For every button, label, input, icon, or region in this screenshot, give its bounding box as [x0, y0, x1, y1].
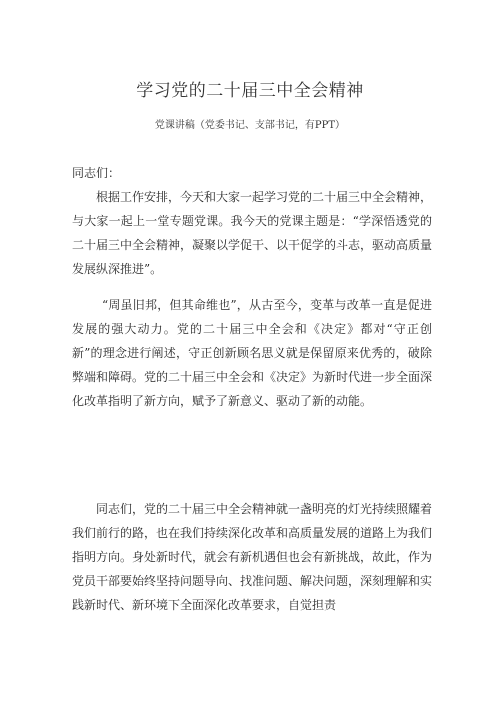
paragraph-1: 根据工作安排，今天和大家一起学习党的二十届三中全会精神，与大家一起上一堂专题党课。我今天的党课主题是：“学深悟透党的二十届三中全会精神，凝聚以学促干、以干促学的斗志，驱动高质量发展纵深推进”。: [72, 190, 433, 276]
document-subtitle: 党课讲稿（党委书记、支部书记，有PPT）: [154, 120, 346, 131]
paragraph-2: “周虽旧邦，但其命维也”，从古至今，变革与改革一直是促进发展的强大动力。党的二十届三中全会和《决定》都对“守正创新”的理念进行阐述，守正创新顾名思义就是保留原来优秀的，破除弊端和障碍。党的二十届三中全会和《决定》为新时代进一步全面深化改革指明了新方向，赋予了新意义、驱动了新的动能。: [72, 298, 433, 408]
document-title: 学习党的二十届三中全会精神: [136, 81, 364, 101]
paragraph-3: 同志们，党的二十届三中全会精神就一盏明亮的灯光持续照耀着我们前行的路，也在我们持续深化改革和高质量发展的道路上为我们指明方向。身处新时代，就会有新机遇但也会有新挑战，故此，作为党员干部要始终坚持问题导向、找准问题、解决问题，深刻理解和实践新时代、新环境下全面深化改革要求，自觉担责: [72, 502, 433, 612]
salutation: 同志们：: [72, 166, 121, 180]
